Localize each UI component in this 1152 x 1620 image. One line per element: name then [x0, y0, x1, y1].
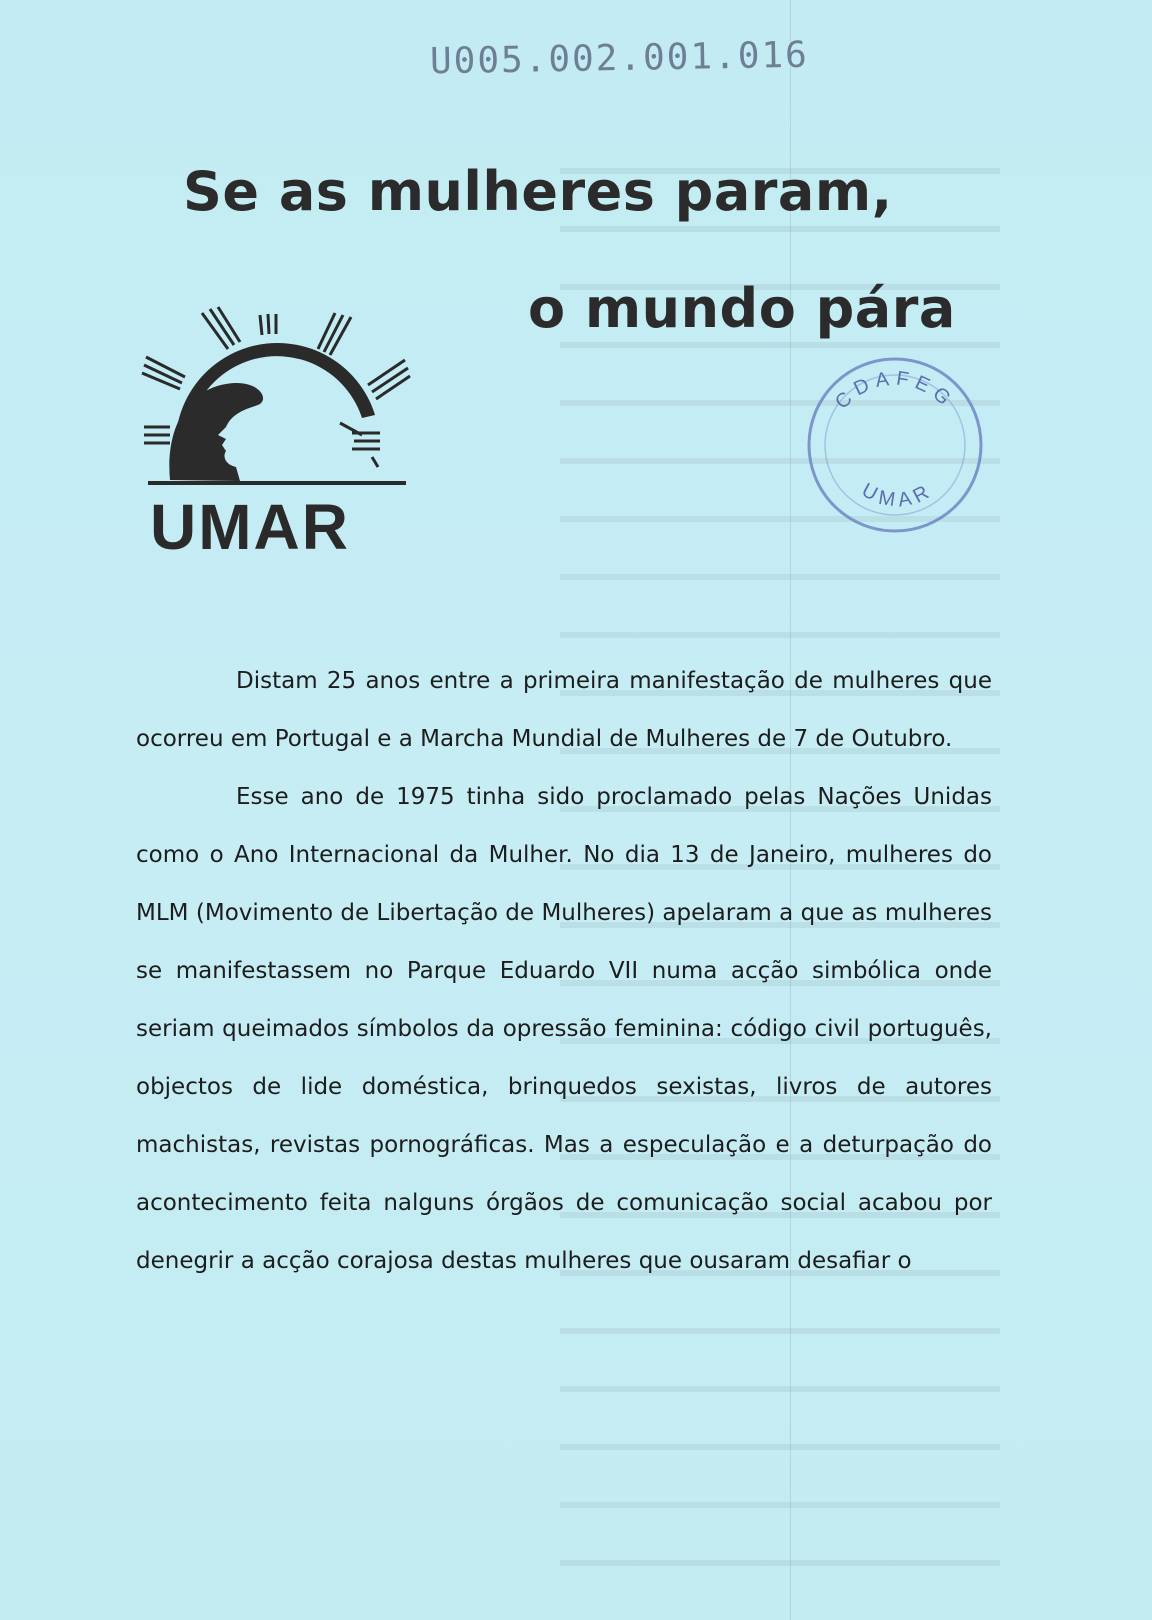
svg-text:UMAR	[858, 479, 937, 512]
stamp-bottom-text: UMAR	[858, 479, 937, 512]
headline-line-1: Se as mulheres param,	[183, 160, 893, 223]
article-body	[136, 652, 992, 1290]
stamp-top-text: CDAFEG	[830, 367, 959, 414]
headline-line-2: o mundo pára	[528, 277, 956, 340]
cdafeg-stamp-icon	[800, 350, 990, 540]
paragraph-1: Distam 25 anos entre a primeira manifestação de mulheres que ocorreu em Portugal e a Marcha Mundial de Mulheres de 7 de Outubro.	[136, 668, 992, 752]
umar-logo-wordmark: UMAR	[150, 491, 350, 563]
paragraph-2: Esse ano de 1975 tinha sido proclamado pelas Nações Unidas como o Ano Internacional da Mulher. No dia 13 de Janeiro, mulheres do MLM (Movimento de Libertação de Mulheres) apelaram a que as mulheres se manifestassem no Parque Eduardo VII numa acção simbólica onde seriam queimados símbolos da opressão feminina: código civil português, objectos de lide doméstica, brinquedos sexistas, livros de autores machistas, revistas pornográficas. Mas a especulação e a deturpação do acontecimento feita nalguns órgãos de comunicação social acabou por denegrir a acção corajosa destas mulheres que ousaram desafiar o	[136, 784, 992, 1274]
archive-reference-number: U005.002.001.016	[429, 34, 810, 83]
